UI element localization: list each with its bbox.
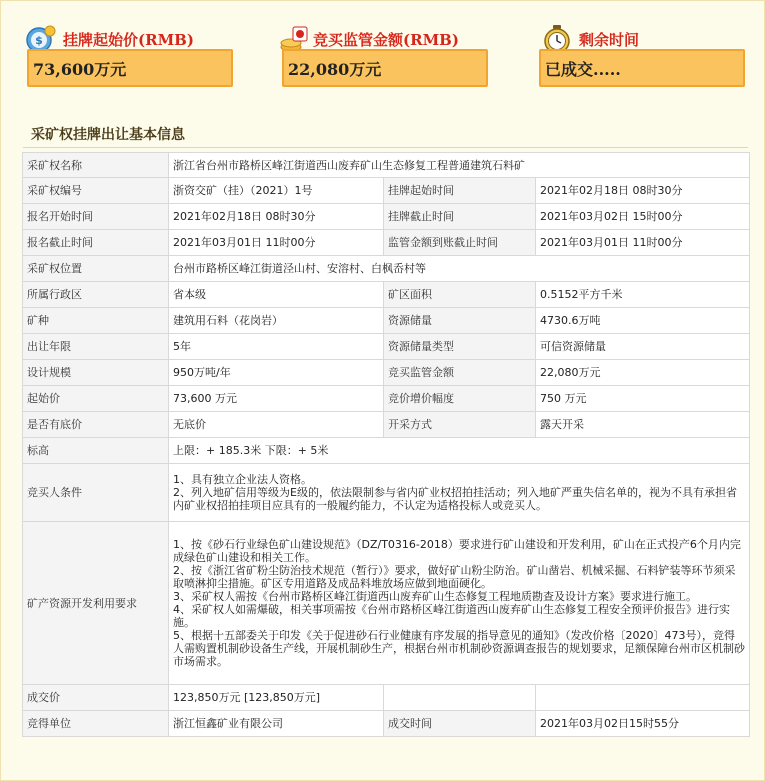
row-label: 挂牌起始时间 [384, 178, 536, 204]
table-row [23, 685, 750, 711]
row-label: 采矿权名称 [23, 153, 169, 178]
row-value: 可信资源储量 [536, 334, 750, 360]
row-value: 省本级 [169, 282, 384, 308]
row-label: 竞买人条件 [23, 464, 169, 522]
row-label: 矿区面积 [384, 282, 536, 308]
deposit-value: 22,080万元 [282, 49, 488, 87]
row-label: 竞得单位 [23, 711, 169, 737]
requirement-line: 1、按《砂石行业绿色矿山建设规范》（DZ/T0316-2018）要求进行矿山建设和开发利用，矿山在正式投产6个月内完成绿色矿山建设和相关工作。 [173, 538, 741, 564]
row-value: 2021年03月01日 11时00分 [536, 230, 750, 256]
row-value: 0.5152平方千米 [536, 282, 750, 308]
empty-cell [384, 685, 536, 711]
table-row [23, 334, 750, 360]
row-label: 成交时间 [384, 711, 536, 737]
table-row [23, 522, 750, 685]
row-label: 开采方式 [384, 412, 536, 438]
row-label: 竞买监管金额 [384, 360, 536, 386]
row-label: 挂牌截止时间 [384, 204, 536, 230]
row-value: 5年 [169, 334, 384, 360]
row-value: 2021年03月02日 15时00分 [536, 204, 750, 230]
table-row [23, 360, 750, 386]
row-label: 标高 [23, 438, 169, 464]
row-value [169, 464, 750, 522]
section-title: 采矿权挂牌出让基本信息 [31, 127, 185, 143]
table-row [23, 711, 750, 737]
row-label: 监管金额到账截止时间 [384, 230, 536, 256]
mining-rights-info-table [22, 152, 750, 737]
table-row [23, 204, 750, 230]
row-label: 出让年限 [23, 334, 169, 360]
remaining-time-value: 已成交..... [539, 49, 745, 87]
row-value: 浙江省台州市路桥区峰江街道西山废弃矿山生态修复工程普通建筑石料矿 [169, 153, 750, 178]
table-row [23, 282, 750, 308]
row-label: 竞价增价幅度 [384, 386, 536, 412]
table-row [23, 178, 750, 204]
row-label: 矿产资源开发利用要求 [23, 522, 169, 685]
row-value: 露天开采 [536, 412, 750, 438]
remaining-time-label: 剩余时间 [579, 30, 640, 49]
table-row [23, 308, 750, 334]
row-value: 无底价 [169, 412, 384, 438]
row-label: 资源储量 [384, 308, 536, 334]
row-value: 2021年02月18日 08时30分 [536, 178, 750, 204]
row-value: 2021年03月02日15时55分 [536, 711, 750, 737]
condition-line: 2、列入地矿信用等级为E级的，依法限制参与省内矿业权招拍挂活动；列入地矿严重失信名单的，视为不具有承担省内矿业权招拍挂项目应具有的一般履约能力，不认定为适格投标人或竞买人。 [173, 486, 737, 512]
row-label: 采矿权编号 [23, 178, 169, 204]
deposit-label: 竞买监管金额(RMB) [313, 30, 459, 49]
start-price-label: 挂牌起始价(RMB) [63, 30, 194, 49]
requirement-line: 3、采矿权人需按《台州市路桥区峰江街道西山废弃矿山生态修复工程地质勘查及设计方案》要求进行施工。 [173, 590, 697, 603]
table-row [23, 256, 750, 282]
requirement-line: 2、按《浙江省矿粉尘防治技术规范（暂行）》要求，做好矿山粉尘防治。矿山凿岩、机械采掘、石料铲装等环节须采取喷淋抑尘措施。矿区专用道路及成品料堆放场应做到地面硬化。 [173, 564, 736, 590]
start-price-value: 73,600万元 [27, 49, 233, 87]
row-value: 2021年03月01日 11时00分 [169, 230, 384, 256]
table-row [23, 386, 750, 412]
condition-line: 1、具有独立企业法人资格。 [173, 473, 312, 486]
row-label: 起始价 [23, 386, 169, 412]
table-row [23, 464, 750, 522]
row-label: 成交价 [23, 685, 169, 711]
row-label: 报名截止时间 [23, 230, 169, 256]
row-label: 矿种 [23, 308, 169, 334]
row-label: 采矿权位置 [23, 256, 169, 282]
row-label: 报名开始时间 [23, 204, 169, 230]
row-value: 950万吨/年 [169, 360, 384, 386]
empty-cell [536, 685, 750, 711]
row-value: 750 万元 [536, 386, 750, 412]
row-label: 设计规模 [23, 360, 169, 386]
row-label: 资源储量类型 [384, 334, 536, 360]
row-value [169, 522, 750, 685]
row-value: 浙资交矿（挂）（2021）1号 [169, 178, 384, 204]
row-label: 所属行政区 [23, 282, 169, 308]
row-value: 4730.6万吨 [536, 308, 750, 334]
row-value: 浙江恒鑫矿业有限公司 [169, 711, 384, 737]
row-value: 台州市路桥区峰江街道泾山村、安溶村、白枫岙村等 [169, 256, 750, 282]
requirement-line: 5、根据十五部委关于印发《关于促进砂石行业健康有序发展的指导意见的通知》（发改价格〔2020〕473号），竞得人需购置机制砂设备生产线，开展机制砂生产，根据台州市机制砂资源调查报告的规划要求，足额保障台州市区机制砂市场需求。 [173, 629, 745, 668]
table-row [23, 153, 750, 178]
row-value: 上限：+ 185.3米 下限：+ 5米 [169, 438, 750, 464]
table-row [23, 438, 750, 464]
row-value: 22,080万元 [536, 360, 750, 386]
row-value: 123,850万元 [123,850万元] [169, 685, 384, 711]
row-label: 是否有底价 [23, 412, 169, 438]
requirement-line: 4、采矿权人如需爆破，相关事项需按《台州市路桥区峰江街道西山废弃矿山生态修复工程安全预评价报告》进行实施。 [173, 603, 730, 629]
table-row [23, 230, 750, 256]
row-value: 73,600 万元 [169, 386, 384, 412]
svg-text:$: $ [35, 34, 43, 47]
table-row [23, 412, 750, 438]
row-value: 建筑用石料（花岗岩） [169, 308, 384, 334]
section-divider [23, 147, 748, 148]
row-value: 2021年02月18日 08时30分 [169, 204, 384, 230]
